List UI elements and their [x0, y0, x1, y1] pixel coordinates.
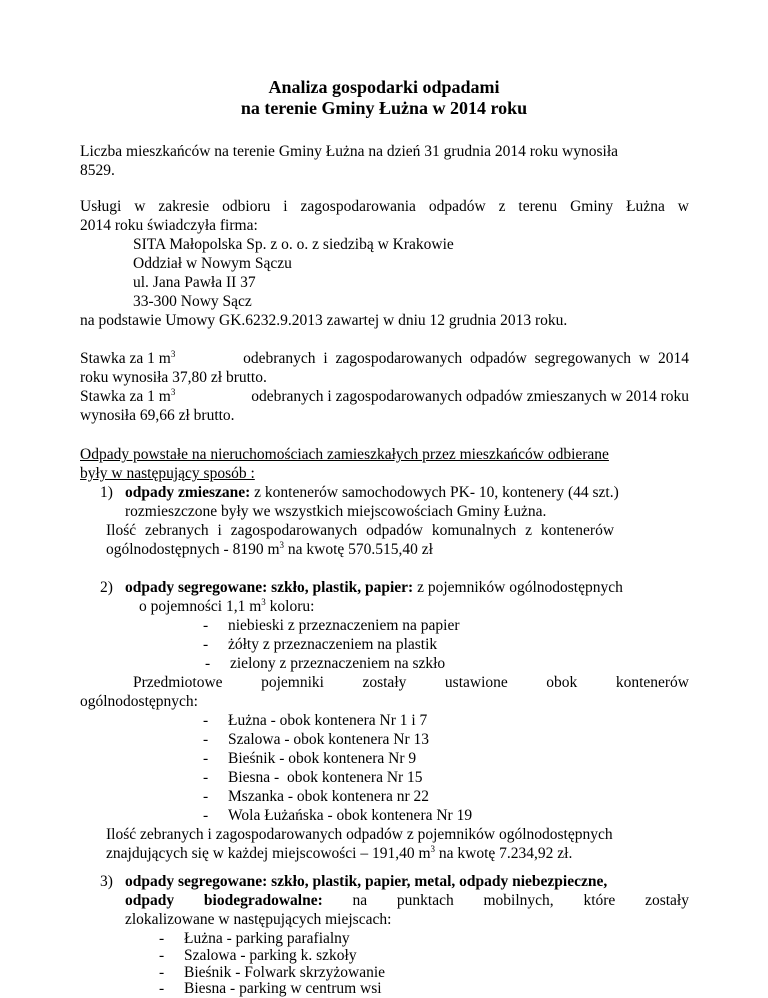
- item-2-line-1: [125, 578, 623, 597]
- item-1-line-2: rozmieszczone były we wszystkich miejscowościach Gminy Łużna.: [125, 503, 547, 520]
- color-yellow: żółty z przeznaczeniem na plastik: [228, 636, 438, 653]
- dash: -: [159, 964, 165, 981]
- sup: 3: [279, 540, 284, 550]
- rate-b-pre: Stawka za 1 m: [80, 388, 171, 405]
- word: Gminy: [570, 198, 614, 215]
- company-street: ul. Jana Pawła II 37: [133, 274, 256, 291]
- item-3-line-1: odpady segregowane: szkło, plastik, papier, metal, odpady niebezpieczne,: [125, 873, 608, 890]
- contract-line: na podstawie Umowy GK.6232.9.2013 zawartej w dniu 12 grudnia 2013 roku.: [80, 312, 568, 329]
- word: punktach: [396, 892, 454, 909]
- item-2-bold: odpady segregowane: szkło, plastik, papier:: [125, 579, 414, 596]
- item-1-qty-line-1: [106, 521, 689, 540]
- item-1-line-1: [125, 483, 619, 502]
- dash: -: [203, 636, 209, 653]
- residents-text: Liczba mieszkańców na terenie Gminy Łużna na dzień 31 grudnia 2014 roku wynosiła: [80, 143, 619, 160]
- qty-pre: ogólnodostępnych - 8190 m: [106, 541, 280, 558]
- item-1-number: 1): [100, 484, 113, 501]
- sup: 3: [170, 387, 176, 397]
- item-1-rest: z kontenerów samochodowych PK- 10, kontenery (44 szt.): [250, 484, 619, 501]
- word: z: [498, 198, 506, 215]
- dash: -: [203, 617, 209, 634]
- services-line-2: 2014 roku świadczyła firma:: [80, 217, 258, 234]
- point-item: Szalowa - parking k. szkoły: [184, 947, 357, 964]
- collection-heading-1: [80, 445, 689, 464]
- item-3-line-3: zlokalizowane w następujących miejscach:: [125, 911, 392, 928]
- location-item: Szalowa - obok kontenera Nr 13: [228, 731, 430, 748]
- rate-segregated-line-2: roku wynosiła 37,80 zł brutto.: [80, 369, 267, 386]
- underlined-text: były w następujący sposób :: [80, 465, 255, 482]
- word: odbioru: [222, 198, 271, 215]
- collection-heading-2: [80, 464, 255, 483]
- word: ustawione: [444, 674, 508, 691]
- services-line-1: [80, 197, 689, 216]
- rate-mixed-line-2: wynosiła 69,66 zł brutto.: [80, 407, 235, 424]
- item-2-number: 2): [100, 579, 113, 596]
- item-3-line-2: [125, 891, 689, 910]
- word: zagospodarowania: [300, 198, 416, 215]
- dash: -: [159, 930, 165, 947]
- rate-segregated-line-1: [80, 349, 689, 368]
- company-branch: Oddział w Nowym Sączu: [133, 255, 292, 272]
- word: które: [583, 892, 616, 909]
- word: odpadów: [428, 198, 486, 215]
- dash: -: [159, 980, 165, 997]
- item-3-number: 3): [100, 873, 113, 890]
- word: odpady: [125, 892, 175, 909]
- company-name: SITA Małopolska Sp. z o. o. z siedzibą w Krakowie: [133, 236, 454, 253]
- word: pojemniki: [261, 674, 324, 691]
- location-item: Łużna - obok kontenera Nr 1 i 7: [228, 712, 428, 729]
- capacity-post: koloru:: [265, 598, 315, 615]
- color-green: zielony z przeznaczeniem na szkło: [230, 655, 446, 672]
- capacity-pre: o pojemności 1,1 m: [139, 598, 262, 615]
- qty-post: na kwotę 7.234,92 zł.: [435, 845, 573, 862]
- word: zakresie: [158, 198, 210, 215]
- word: Usługi: [80, 198, 122, 215]
- word: zostały: [362, 674, 407, 691]
- word: obok: [546, 674, 578, 691]
- dash: -: [203, 788, 209, 805]
- sup: 3: [430, 844, 436, 854]
- rate-a-pre: Stawka za 1 m: [80, 350, 171, 367]
- qty-pre: znajdujących się w każdej miejscowości – 191,40 m: [106, 845, 431, 862]
- item-1-bold: odpady zmieszane:: [125, 484, 251, 501]
- location-item: Mszanka - obok kontenera nr 22: [228, 788, 430, 805]
- dash: -: [203, 712, 209, 729]
- item-2-qty-line-1: Ilość zebranych i zagospodarowanych odpadów z pojemników ogólnodostępnych: [106, 826, 613, 843]
- color-blue: niebieski z przeznaczeniem na papier: [228, 617, 460, 634]
- dash: -: [203, 807, 209, 824]
- point-item: Biesna - parking w centrum wsi: [184, 980, 382, 997]
- item-2-line-2: [139, 597, 314, 616]
- word: mobilnych,: [483, 892, 554, 909]
- word: biodegradowalne:: [203, 892, 323, 909]
- item-2-rest: z pojemników ogólnodostępnych: [413, 579, 623, 596]
- item-2-qty-line-2: [106, 844, 572, 863]
- word: i: [283, 198, 288, 215]
- rate-a-post: odebranych i zagospodarowanych odpadów segregowanych w 2014: [243, 350, 689, 367]
- location-item: Bieśnik - obok kontenera Nr 9: [228, 750, 417, 767]
- dash: -: [203, 750, 209, 767]
- point-item: Łużna - parking parafialny: [184, 930, 350, 947]
- word: terenu: [518, 198, 558, 215]
- rate-b-post: odebranych i zagospodarowanych odpadów zmieszanych w 2014 roku: [251, 388, 689, 405]
- underlined-text: Odpady powstałe na nieruchomościach zamieszkałych przez mieszkańców odbierane: [80, 446, 609, 463]
- word: na: [352, 892, 368, 909]
- title-line-1: Analiza gospodarki odpadami: [268, 77, 500, 97]
- point-item: Bieśnik - Folwark skrzyżowanie: [184, 964, 386, 981]
- word: zostały: [645, 892, 689, 909]
- word: Łużna: [626, 198, 665, 215]
- company-city: 33-300 Nowy Sącz: [133, 293, 252, 310]
- item-1-qty-line-2: [106, 540, 433, 559]
- location-item: Biesna - obok kontenera Nr 15: [228, 769, 423, 786]
- word: kontenerów: [615, 674, 689, 691]
- qty-post: na kwotę 570.515,40 zł: [284, 541, 433, 558]
- title-line-2: na terenie Gminy Łużna w 2014 roku: [240, 98, 528, 118]
- residents-count: 8529.: [80, 162, 115, 179]
- dash: -: [205, 655, 211, 672]
- sup: 3: [170, 349, 176, 359]
- location-item: Wola Łużańska - obok kontenera Nr 19: [228, 807, 473, 824]
- qty-text: Ilość zebranych i zagospodarowanych odpadów komunalnych z kontenerów: [106, 522, 615, 539]
- sup: 3: [261, 597, 266, 607]
- placement-line-1: [133, 673, 689, 692]
- rate-mixed-line-1: [80, 387, 689, 406]
- dash: -: [159, 947, 165, 964]
- placement-line-2: ogólnodostępnych:: [80, 693, 198, 710]
- word: w: [134, 198, 146, 215]
- word: w: [677, 198, 689, 215]
- word: Przedmiotowe: [133, 674, 223, 691]
- dash: -: [203, 731, 209, 748]
- dash: -: [203, 769, 209, 786]
